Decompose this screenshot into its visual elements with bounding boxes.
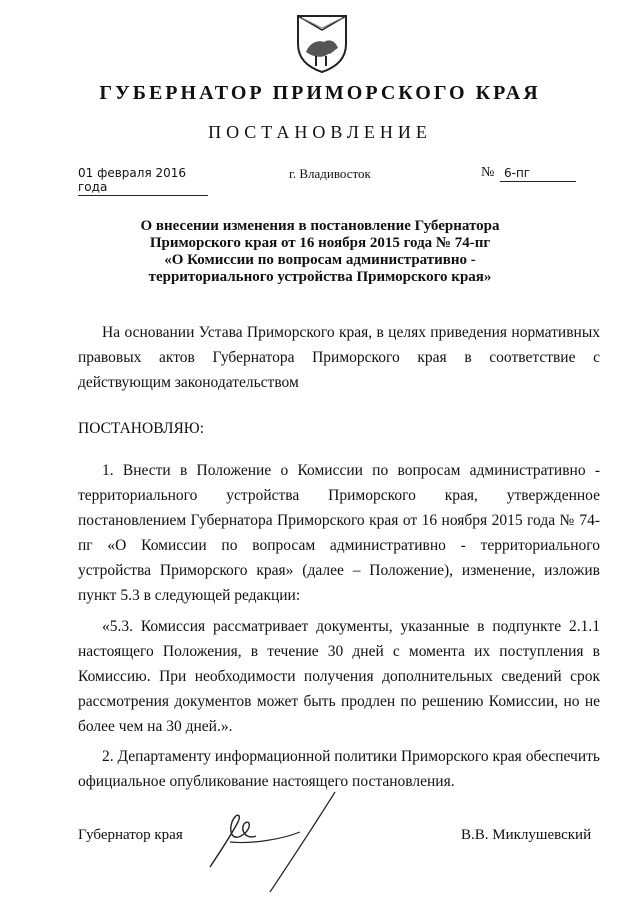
item-1-quote: «5.3. Комиссия рассматривает документы, указанные в подпункте 2.1.1 настоящего Положения, в течение 30 дней с момента их поступления в Комиссию. При необходимости получения дополнительных сведений срок рассмотрения документов может быть продлен по решению Комиссии, но не более чем на 30 дней.». <box>78 618 600 735</box>
document-author: ГУБЕРНАТОР ПРИМОРСКОГО КРАЯ <box>99 82 541 104</box>
number-label: № <box>481 165 495 180</box>
document-number: 6-пг <box>500 166 576 182</box>
document-city: г. Владивосток <box>289 166 371 181</box>
subject-line: О внесении изменения в постановление Губернатора <box>140 218 500 234</box>
document-type: ПОСТАНОВЛЕНИЕ <box>208 122 432 142</box>
coat-of-arms-icon <box>292 12 352 74</box>
item-2-paragraph: 2. Департаменту информационной политики Приморского края обеспечить официальное опубликование настоящего постановления. <box>78 748 600 790</box>
intro-paragraph: На основании Устава Приморского края, в целях приведения нормативных правовых актов Губернатора Приморского края в соответствие с действующим законодательством <box>78 324 600 391</box>
document-subject <box>60 218 580 286</box>
item-1-paragraph: 1. Внести в Положение о Комиссии по вопросам административно - территориального устройства Приморского края, утвержденное постановлением Губернатора Приморского края от 16 ноября 2015 года № 74-пг «О Комиссии по вопросам административно - территориального устройства Приморского края» (далее – Положение), изменение, изложив пункт 5.3 в следующей редакции: <box>78 462 600 604</box>
subject-line: «О Комиссии по вопросам административно - <box>164 252 476 268</box>
subject-line: территориального устройства Приморского края» <box>148 269 492 285</box>
document-date: 01 февраля 2016 года <box>78 166 208 196</box>
subject-line: Приморского края от 16 ноября 2015 года № 74-пг <box>149 235 491 251</box>
decree-heading: ПОСТАНОВЛЯЮ: <box>78 420 205 437</box>
signer-position: Губернатор края <box>78 827 183 843</box>
signer-name: В.В. Миклушевский <box>461 827 592 843</box>
signature-icon <box>200 782 340 897</box>
